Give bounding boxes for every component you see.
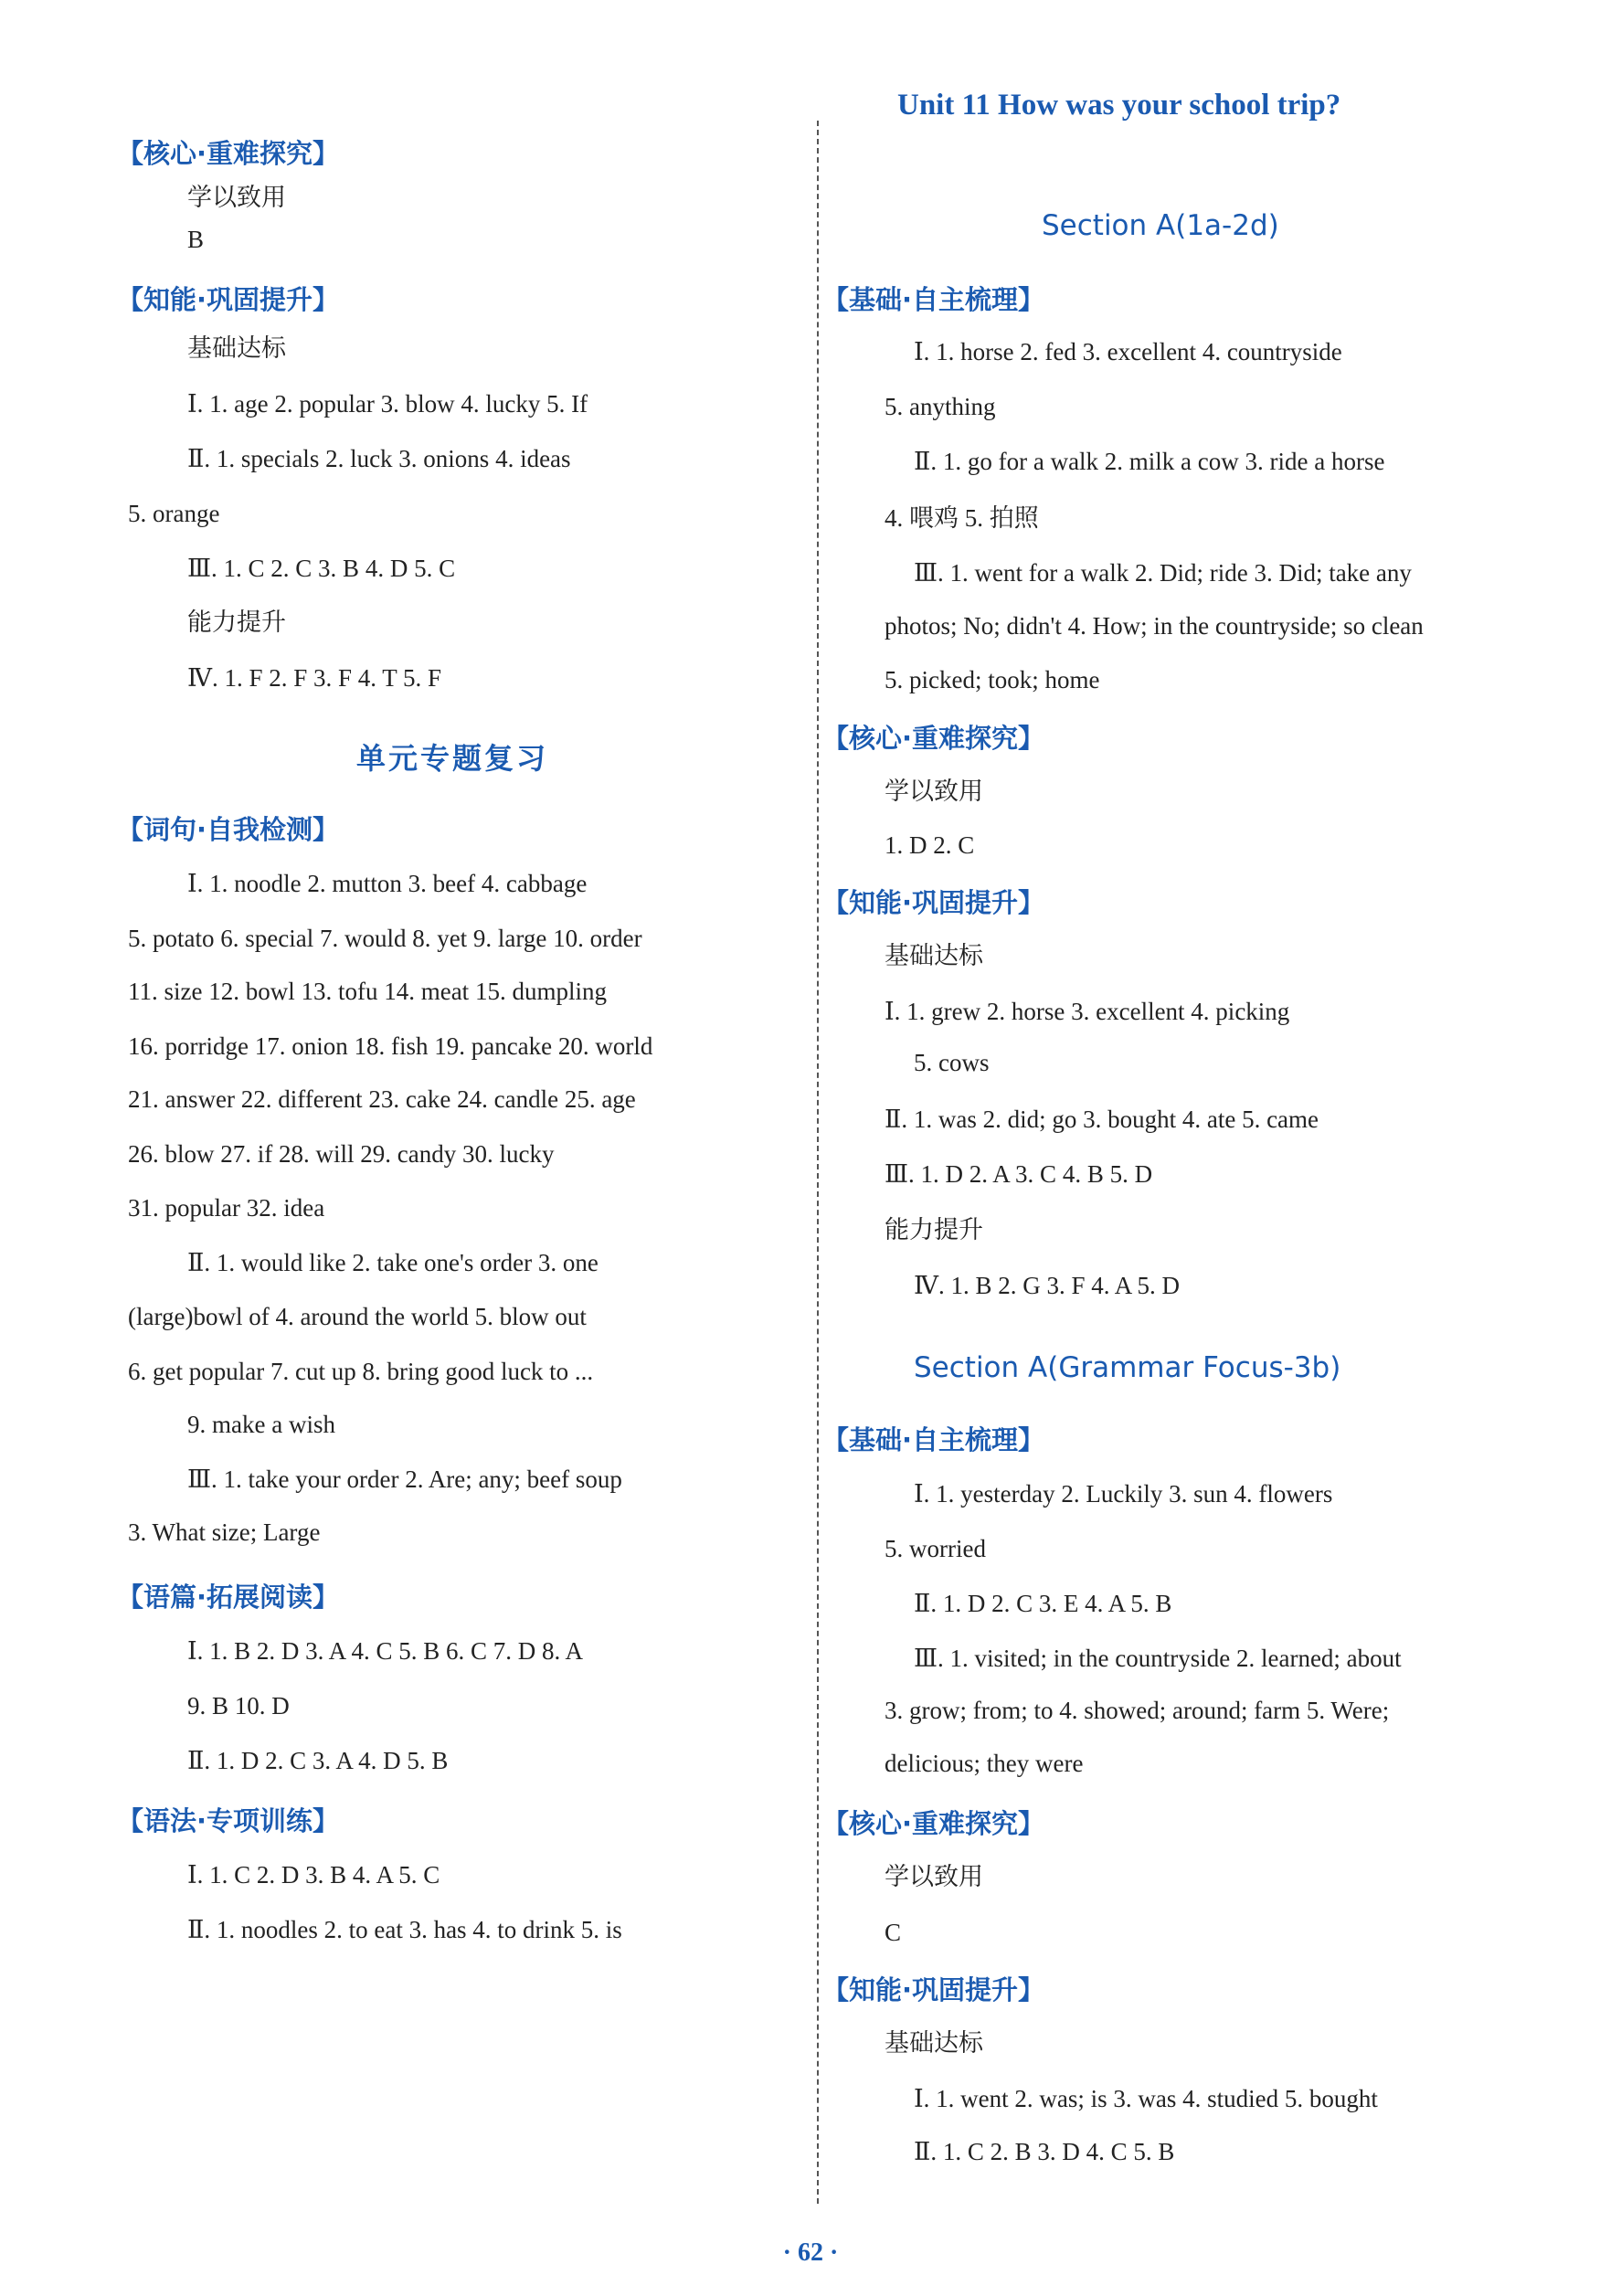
answer-line: Ⅱ. 1. was 2. did; go 3. bought 4. ate 5. came <box>885 1106 1319 1133</box>
answer-line: 9. make a wish <box>187 1411 335 1438</box>
answer-line: Ⅰ. 1. went 2. was; is 3. was 4. studied 5. bought <box>914 2085 1378 2112</box>
answer-line: Ⅰ. 1. noodle 2. mutton 3. beef 4. cabbage <box>187 870 588 897</box>
unit-title: Unit 11 How was your school trip? <box>897 89 1341 122</box>
page-number: · 62 · <box>782 2238 839 2267</box>
answer-line: Ⅱ. 1. go for a walk 2. milk a cow 3. ride a horse <box>914 448 1385 475</box>
subheading: 能力提升 <box>187 608 286 637</box>
answer-line: 21. answer 22. different 23. cake 24. candle 25. age <box>128 1085 636 1113</box>
answer-line: 1. D 2. C <box>885 831 975 859</box>
answer-line: Ⅱ. 1. D 2. C 3. E 4. A 5. B <box>914 1590 1172 1617</box>
section-heading: 【语法·专项训练】 <box>117 1805 340 1836</box>
subheading: 学以致用 <box>187 184 286 212</box>
answer-line: 3. grow; from; to 4. showed; around; farm 5. Were; <box>885 1697 1390 1724</box>
answer-line: (large)bowl of 4. around the world 5. blow out <box>128 1303 587 1330</box>
answer-line: 3. What size; Large <box>128 1518 321 1546</box>
answer-line: Ⅱ. 1. noodles 2. to eat 3. has 4. to drink 5. is <box>187 1916 622 1943</box>
answer-line: Ⅰ. 1. grew 2. horse 3. excellent 4. picking <box>885 998 1290 1025</box>
section-heading: 【基础·自主梳理】 <box>822 284 1045 315</box>
answer-line: 5. worried <box>885 1535 986 1562</box>
answer-line: Ⅲ. 1. went for a walk 2. Did; ride 3. Did; take any <box>914 559 1412 587</box>
answer-line: Ⅰ. 1. B 2. D 3. A 4. C 5. B 6. C 7. D 8. A <box>187 1637 583 1665</box>
answer-line: Ⅰ. 1. yesterday 2. Luckily 3. sun 4. flowers <box>914 1480 1333 1508</box>
answer-line: 6. get popular 7. cut up 8. bring good luck to ... <box>128 1358 594 1385</box>
answer-line: Ⅲ. 1. C 2. C 3. B 4. D 5. C <box>187 555 456 582</box>
subheading: 学以致用 <box>885 778 983 806</box>
subheading: 基础达标 <box>885 942 983 970</box>
answer-line: photos; No; didn't 4. How; in the countryside; so clean <box>885 612 1424 640</box>
section-heading: 【知能·巩固提升】 <box>822 887 1045 918</box>
section-heading: 【知能·巩固提升】 <box>822 1974 1045 2005</box>
answer-line: Ⅳ. 1. F 2. F 3. F 4. T 5. F <box>187 664 442 692</box>
subheading: 能力提升 <box>885 1216 983 1244</box>
column-divider <box>817 121 819 2204</box>
answer-line: Ⅰ. 1. horse 2. fed 3. excellent 4. countryside <box>914 338 1342 365</box>
answer-line: Ⅲ. 1. visited; in the countryside 2. learned; about <box>914 1645 1402 1672</box>
answer-line: 5. cows <box>914 1049 990 1076</box>
answer-line: 26. blow 27. if 28. will 29. candy 30. lucky <box>128 1140 555 1168</box>
subheading: 基础达标 <box>187 334 286 363</box>
subheading: 学以致用 <box>885 1863 983 1891</box>
answer-line: 9. B 10. D <box>187 1692 290 1719</box>
answer-line: 31. popular 32. idea <box>128 1194 325 1222</box>
section-heading: 【核心·重难探究】 <box>822 723 1045 754</box>
section-heading: 【知能·巩固提升】 <box>117 284 340 315</box>
section-title: Section A(1a-2d) <box>1042 209 1279 242</box>
answer-line: 5. potato 6. special 7. would 8. yet 9. large 10. order <box>128 925 642 952</box>
subheading: 基础达标 <box>885 2029 983 2058</box>
answer-line: 5. anything <box>885 393 996 420</box>
answer-line: 5. orange <box>128 500 220 527</box>
answer-line: C <box>885 1919 902 1946</box>
answer-line: Ⅰ. 1. C 2. D 3. B 4. A 5. C <box>187 1861 440 1889</box>
answer-line: delicious; they were <box>885 1750 1084 1777</box>
chapter-title: 单元专题复习 <box>356 741 549 776</box>
answer-line: Ⅱ. 1. C 2. B 3. D 4. C 5. B <box>914 2138 1175 2165</box>
answer-line: Ⅱ. 1. would like 2. take one's order 3. one <box>187 1249 599 1276</box>
answer-line: Ⅳ. 1. B 2. G 3. F 4. A 5. D <box>914 1272 1181 1299</box>
answer-line: Ⅱ. 1. D 2. C 3. A 4. D 5. B <box>187 1747 449 1774</box>
answer-line: 16. porridge 17. onion 18. fish 19. pancake 20. world <box>128 1032 653 1060</box>
answer-line: Ⅰ. 1. age 2. popular 3. blow 4. lucky 5. If <box>187 390 588 418</box>
section-heading: 【基础·自主梳理】 <box>822 1424 1045 1455</box>
section-heading: 【词句·自我检测】 <box>117 814 340 845</box>
answer-line: 5. picked; took; home <box>885 666 1100 693</box>
answer-line: Ⅱ. 1. specials 2. luck 3. onions 4. ideas <box>187 445 571 472</box>
section-heading: 【核心·重难探究】 <box>117 138 340 169</box>
answer-line: 11. size 12. bowl 13. tofu 14. meat 15. dumpling <box>128 978 607 1005</box>
answer-line: 4. 喂鸡 5. 拍照 <box>885 504 1039 532</box>
section-heading: 【核心·重难探究】 <box>822 1808 1045 1839</box>
section-heading: 【语篇·拓展阅读】 <box>117 1582 340 1613</box>
answer-line: B <box>187 226 205 253</box>
answer-line: Ⅲ. 1. D 2. A 3. C 4. B 5. D <box>885 1160 1153 1188</box>
answer-line: Ⅲ. 1. take your order 2. Are; any; beef soup <box>187 1465 622 1493</box>
section-title: Section A(Grammar Focus-3b) <box>914 1351 1341 1384</box>
